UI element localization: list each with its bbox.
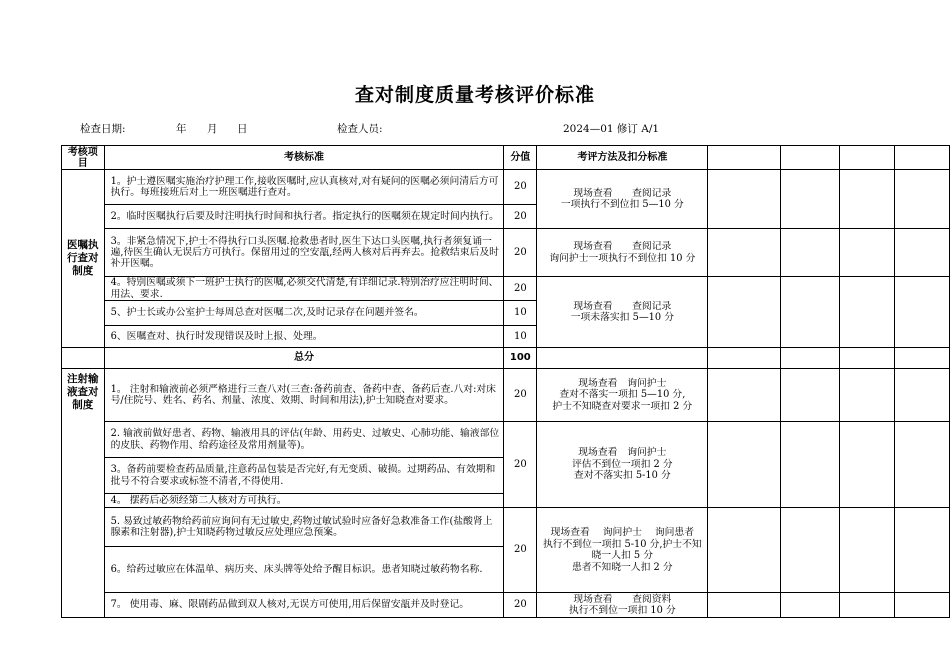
standard-cell: 5、护士长或办公室护士每周总查对医嘱二次,及时记录存在问题并签名。 bbox=[104, 301, 504, 326]
blank-cell bbox=[894, 170, 949, 229]
blank-cell bbox=[839, 146, 894, 170]
blank-cell bbox=[781, 508, 839, 593]
table-row bbox=[62, 508, 950, 547]
blank-cell bbox=[839, 277, 894, 348]
evaluation-table bbox=[61, 145, 950, 618]
blank-cell bbox=[781, 277, 839, 348]
standard-cell: 2. 输液前做好患者、药物、输液用具的评估(年龄、用药史、过敏史、心肺功能、输液部位的皮肤、药物作用、给药途径及常用剂量等)。 bbox=[104, 422, 504, 458]
blank-cell bbox=[708, 170, 781, 229]
method-line: 现场查看 查阅记录 bbox=[573, 187, 672, 199]
method-cell bbox=[537, 277, 708, 348]
table-row bbox=[62, 593, 950, 618]
blank-cell bbox=[839, 369, 894, 422]
blank-cell bbox=[708, 277, 781, 348]
method-line: 现场查看 查阅记录 bbox=[573, 300, 672, 312]
method-line: 现场查看 询问护士 bbox=[578, 447, 667, 459]
method-line: 现场查看 查阅记录 bbox=[573, 241, 672, 252]
score-cell: 20 bbox=[504, 369, 537, 422]
blank-cell bbox=[781, 422, 839, 508]
method-line: 现场查看 询问护士 询问患者 bbox=[550, 527, 695, 538]
standard-cell: 7。 使用毒、麻、限剧药品做到双人核对,无误方可使用,用后保留安瓿并及时登记。 bbox=[104, 593, 504, 618]
method-line: 一项未落实扣 5—10 分 bbox=[570, 312, 674, 323]
standard-cell: 4。特别医嘱或须下一班护士执行的医嘱,必须交代清楚,有详细记录.特别治疗应注明时间、用法、要求. bbox=[104, 277, 504, 301]
category-injection-infusion: 注射输液查对制度 bbox=[62, 369, 105, 618]
blank-cell bbox=[894, 229, 949, 277]
method-line: 查对不落实一项扣 5—10 分, bbox=[559, 389, 686, 401]
standard-cell: 4。 摆药后必须经第二人核对方可执行。 bbox=[104, 494, 504, 508]
check-date-label: 检查日期: bbox=[80, 123, 126, 135]
standard-cell: 1。 注射和输液前必须严格进行三查八对(三查:备药前查、备药中查、备药后查.八对:对床号/住院号、姓名、药名、剂量、浓度、效期、时间和用法),护士知晓查对要求。 bbox=[104, 369, 504, 422]
blank-cell bbox=[781, 593, 839, 618]
method-line: 一项执行不到位扣 5—10 分 bbox=[560, 199, 684, 210]
method-line: 执行不到位一项扣 5-10 分,护士不知晓一人扣 5 分 bbox=[542, 538, 702, 561]
standard-cell: 6。给药过敏应在体温单、病历夹、床头牌等处给予醒目标识。患者知晓过敏药物名称. bbox=[104, 547, 504, 593]
table-row bbox=[62, 422, 950, 458]
blank-cell bbox=[537, 348, 708, 369]
method-line: 询问护士一项执行不到位扣 10 分 bbox=[549, 252, 696, 264]
score-cell: 20 bbox=[504, 593, 537, 618]
blank-cell bbox=[62, 348, 105, 369]
method-line: 患者不知晓一人扣 2 分 bbox=[572, 561, 673, 573]
blank-cell bbox=[894, 422, 949, 508]
table-row bbox=[62, 170, 950, 205]
blank-cell bbox=[781, 146, 839, 170]
blank-cell bbox=[708, 369, 781, 422]
method-line: 查对不落实扣 5-10 分 bbox=[573, 470, 671, 482]
blank-cell bbox=[839, 170, 894, 229]
score-cell: 20 bbox=[504, 508, 537, 593]
document-title: 查对制度质量考核评价标准 bbox=[354, 84, 595, 106]
standard-cell: 1。护士遵医嘱实施治疗护理工作,接收医嘱时,应认真核对,对有疑问的医嘱必须问清后方可执行。每班接班后对上一班医嘱进行查对。 bbox=[104, 170, 504, 205]
score-cell: 20 bbox=[504, 205, 537, 229]
score-cell: 10 bbox=[504, 326, 537, 348]
category-order-execution: 医嘱执行查对制度 bbox=[62, 170, 105, 348]
method-cell bbox=[537, 422, 708, 508]
check-date-year: 年 bbox=[176, 123, 187, 135]
blank-cell bbox=[894, 593, 949, 618]
method-line: 护士不知晓查对要求一项扣 2 分 bbox=[552, 400, 693, 412]
blank-cell bbox=[708, 146, 781, 170]
score-cell: 20 bbox=[504, 229, 537, 277]
header-score: 分值 bbox=[504, 146, 537, 170]
total-row bbox=[62, 348, 950, 369]
standard-cell: 3。备药前要检查药品质量,注意药品包装是否完好,有无变质、破损。过期药品、有效期和批号不符合要求或标签不清者,不得使用. bbox=[104, 458, 504, 494]
method-line: 执行不到位一项扣 10 分 bbox=[568, 605, 676, 616]
blank-cell bbox=[894, 277, 949, 348]
blank-cell bbox=[708, 422, 781, 508]
method-cell bbox=[537, 170, 708, 229]
blank-cell bbox=[839, 229, 894, 277]
method-cell bbox=[537, 369, 708, 422]
check-date-month: 月 bbox=[207, 123, 218, 135]
blank-cell bbox=[708, 593, 781, 618]
table-row bbox=[62, 229, 950, 277]
score-cell: 20 bbox=[504, 422, 537, 508]
method-line: 评估不到位一项扣 2 分 bbox=[572, 458, 673, 470]
blank-cell bbox=[894, 508, 949, 593]
blank-cell bbox=[708, 229, 781, 277]
method-line: 现场查看 查阅资料 bbox=[573, 593, 672, 605]
inspector-label: 检查人员: bbox=[337, 123, 383, 135]
header-item: 考核项目 bbox=[62, 146, 105, 170]
blank-cell bbox=[839, 422, 894, 508]
table-row bbox=[62, 369, 950, 422]
header-method: 考评方法及扣分标准 bbox=[537, 146, 708, 170]
standard-cell: 2。临时医嘱执行后要及时注明执行时间和执行者。指定执行的医嘱须在规定时间内执行。 bbox=[104, 205, 504, 229]
total-label: 总分 bbox=[104, 348, 504, 369]
score-cell: 20 bbox=[504, 277, 537, 301]
standard-cell: 3。非紧急情况下,护士不得执行口头医嘱.抢救患者时,医生下达口头医嘱,执行者须复诵一遍,待医生确认无误后方可执行。保留用过的空安瓿,经两人核对后再弃去。抢救结束后及时补开医嘱。 bbox=[104, 229, 504, 277]
header-standard: 考核标准 bbox=[104, 146, 504, 170]
blank-cell bbox=[839, 508, 894, 593]
method-line: 现场查看 询问护士 bbox=[578, 377, 667, 389]
total-score: 100 bbox=[504, 348, 537, 369]
standard-cell: 5. 易致过敏药物给药前应询问有无过敏史,药物过敏试验时应备好急救准备工作(盐酸肾上腺素和注射器),护士知晓药物过敏反应处理应急预案。 bbox=[104, 508, 504, 547]
standard-cell: 6、医嘱查对、执行时发现错误及时上报、处理。 bbox=[104, 326, 504, 348]
blank-cell bbox=[839, 593, 894, 618]
blank-cell bbox=[781, 170, 839, 229]
score-cell: 10 bbox=[504, 301, 537, 326]
method-cell bbox=[537, 508, 708, 593]
blank-cell bbox=[781, 369, 839, 422]
check-date-day: 日 bbox=[237, 123, 248, 135]
table-row bbox=[62, 277, 950, 301]
blank-cell bbox=[708, 348, 781, 369]
blank-cell bbox=[781, 229, 839, 277]
blank-cell bbox=[839, 348, 894, 369]
blank-cell bbox=[894, 369, 949, 422]
blank-cell bbox=[894, 348, 949, 369]
blank-cell bbox=[894, 146, 949, 170]
blank-cell bbox=[708, 508, 781, 593]
method-cell bbox=[537, 229, 708, 277]
revision-label: 2024—01 修订 A/1 bbox=[563, 123, 660, 135]
method-cell bbox=[537, 593, 708, 618]
score-cell: 20 bbox=[504, 170, 537, 205]
blank-cell bbox=[781, 348, 839, 369]
table-header-row bbox=[62, 146, 950, 170]
